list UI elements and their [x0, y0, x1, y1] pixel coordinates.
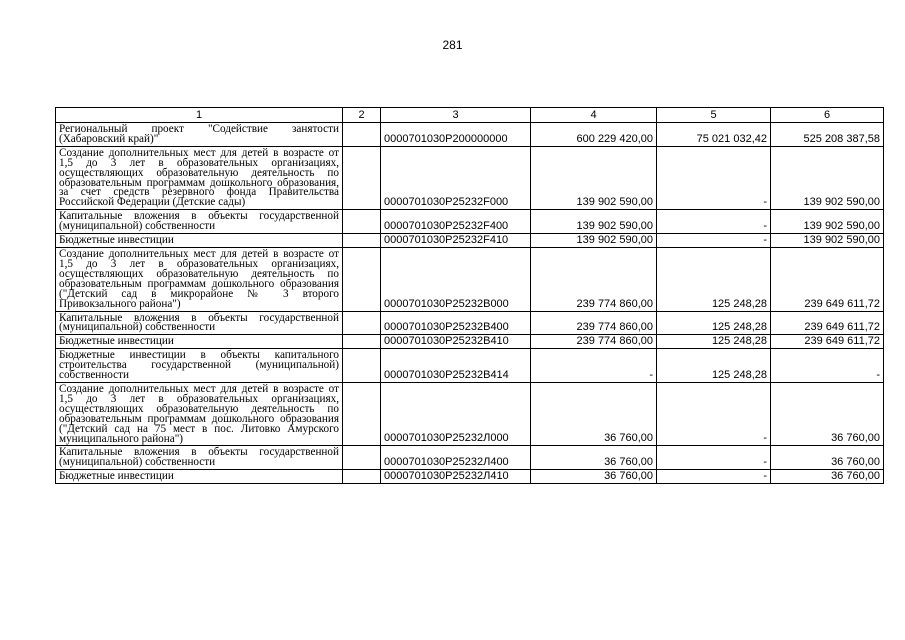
row-name: Капитальные вложения в объекты государственной (муниципальной) собственности: [56, 311, 343, 335]
column-header: 6: [771, 108, 884, 123]
row-amount-col-5: -: [657, 383, 771, 446]
table-row: [56, 349, 884, 383]
table-row: [56, 383, 884, 446]
row-amount-col-4: 36 760,00: [531, 383, 657, 446]
row-amount-col-5: -: [657, 446, 771, 470]
table-row: [56, 335, 884, 349]
row-column-2: [343, 146, 381, 209]
row-amount-col-4: 36 760,00: [531, 446, 657, 470]
table-row: [56, 123, 884, 147]
column-header: 1: [56, 108, 343, 123]
row-column-2: [343, 311, 381, 335]
row-column-2: [343, 123, 381, 147]
row-code: 0000701030P25232Л410: [381, 470, 531, 484]
row-code: 0000701030P25232B400: [381, 311, 531, 335]
budget-table: [55, 107, 884, 484]
row-amount-col-6: 139 902 590,00: [771, 234, 884, 248]
column-header: 3: [381, 108, 531, 123]
row-name: Капитальные вложения в объекты государственной (муниципальной) собственности: [56, 446, 343, 470]
row-code: 0000701030P25232B000: [381, 248, 531, 311]
row-code: 0000701030P25232B410: [381, 335, 531, 349]
table-row: [56, 446, 884, 470]
row-name: Капитальные вложения в объекты государственной (муниципальной) собственности: [56, 210, 343, 234]
table-row: [56, 311, 884, 335]
row-amount-col-5: -: [657, 146, 771, 209]
row-column-2: [343, 383, 381, 446]
row-column-2: [343, 446, 381, 470]
table-row: [56, 248, 884, 311]
row-column-2: [343, 470, 381, 484]
row-amount-col-5: 125 248,28: [657, 311, 771, 335]
row-amount-col-5: 125 248,28: [657, 248, 771, 311]
row-column-2: [343, 210, 381, 234]
row-name: Бюджетные инвестиции: [56, 234, 343, 248]
row-amount-col-6: 239 649 611,72: [771, 335, 884, 349]
row-amount-col-6: 239 649 611,72: [771, 248, 884, 311]
table-row: [56, 210, 884, 234]
row-column-2: [343, 335, 381, 349]
row-amount-col-4: 139 902 590,00: [531, 210, 657, 234]
row-amount-col-6: 139 902 590,00: [771, 146, 884, 209]
row-amount-col-6: 36 760,00: [771, 446, 884, 470]
row-amount-col-4: 36 760,00: [531, 470, 657, 484]
page-number: 281: [442, 38, 463, 52]
row-amount-col-6: -: [771, 349, 884, 383]
row-amount-col-6: 139 902 590,00: [771, 210, 884, 234]
row-amount-col-5: -: [657, 470, 771, 484]
table-body: [56, 108, 884, 484]
column-header-row: [56, 108, 884, 123]
row-amount-col-4: 239 774 860,00: [531, 335, 657, 349]
row-amount-col-4: 239 774 860,00: [531, 248, 657, 311]
row-code: 0000701030P25232F410: [381, 234, 531, 248]
column-header: 2: [343, 108, 381, 123]
row-amount-col-5: -: [657, 210, 771, 234]
row-column-2: [343, 234, 381, 248]
row-column-2: [343, 248, 381, 311]
column-header: 5: [657, 108, 771, 123]
row-name: Создание дополнительных мест для детей в возрасте от 1,5 до 3 лет в образовательных организациях, осуществляющих образовательную деятельность по образовательным программам дошкольного образования, за счет средств резервного фонда Правительства Российской Федерации (Детские сады): [56, 146, 343, 209]
row-amount-col-5: -: [657, 234, 771, 248]
row-name: Создание дополнительных мест для детей в возрасте от 1,5 до 3 лет в образовательных организациях, осуществляющих образовательную деятельность по образовательным программам дошкольного образования ("Детский сад в микрорайоне № 3 второго Привокзального района"): [56, 248, 343, 311]
row-name: Бюджетные инвестиции в объекты капитального строительства государственной (муниципальной) собственности: [56, 349, 343, 383]
row-column-2: [343, 349, 381, 383]
row-name: Бюджетные инвестиции: [56, 335, 343, 349]
row-code: 0000701030P25232F400: [381, 210, 531, 234]
row-amount-col-6: 36 760,00: [771, 383, 884, 446]
row-name: Региональный проект "Содействие занятости (Хабаровский край)": [56, 123, 343, 147]
row-amount-col-6: 239 649 611,72: [771, 311, 884, 335]
row-amount-col-4: 139 902 590,00: [531, 234, 657, 248]
row-amount-col-5: 125 248,28: [657, 335, 771, 349]
table-row: [56, 470, 884, 484]
row-code: 0000701030P200000000: [381, 123, 531, 147]
row-code: 0000701030P25232F000: [381, 146, 531, 209]
row-amount-col-4: 239 774 860,00: [531, 311, 657, 335]
row-name: Создание дополнительных мест для детей в возрасте от 1,5 до 3 лет в образовательных организациях, осуществляющих образовательную деятельность по образовательным программам дошкольного образования ("Детский сад на 75 мест в пос. Литовко Амурского муниципального района"): [56, 383, 343, 446]
row-amount-col-4: 139 902 590,00: [531, 146, 657, 209]
row-amount-col-5: 125 248,28: [657, 349, 771, 383]
row-code: 0000701030P25232Л400: [381, 446, 531, 470]
row-code: 0000701030P25232Л000: [381, 383, 531, 446]
row-name: Бюджетные инвестиции: [56, 470, 343, 484]
table-row: [56, 234, 884, 248]
row-amount-col-6: 525 208 387,58: [771, 123, 884, 147]
row-amount-col-4: -: [531, 349, 657, 383]
table-row: [56, 146, 884, 209]
row-amount-col-4: 600 229 420,00: [531, 123, 657, 147]
row-code: 0000701030P25232B414: [381, 349, 531, 383]
row-amount-col-6: 36 760,00: [771, 470, 884, 484]
row-amount-col-5: 75 021 032,42: [657, 123, 771, 147]
column-header: 4: [531, 108, 657, 123]
